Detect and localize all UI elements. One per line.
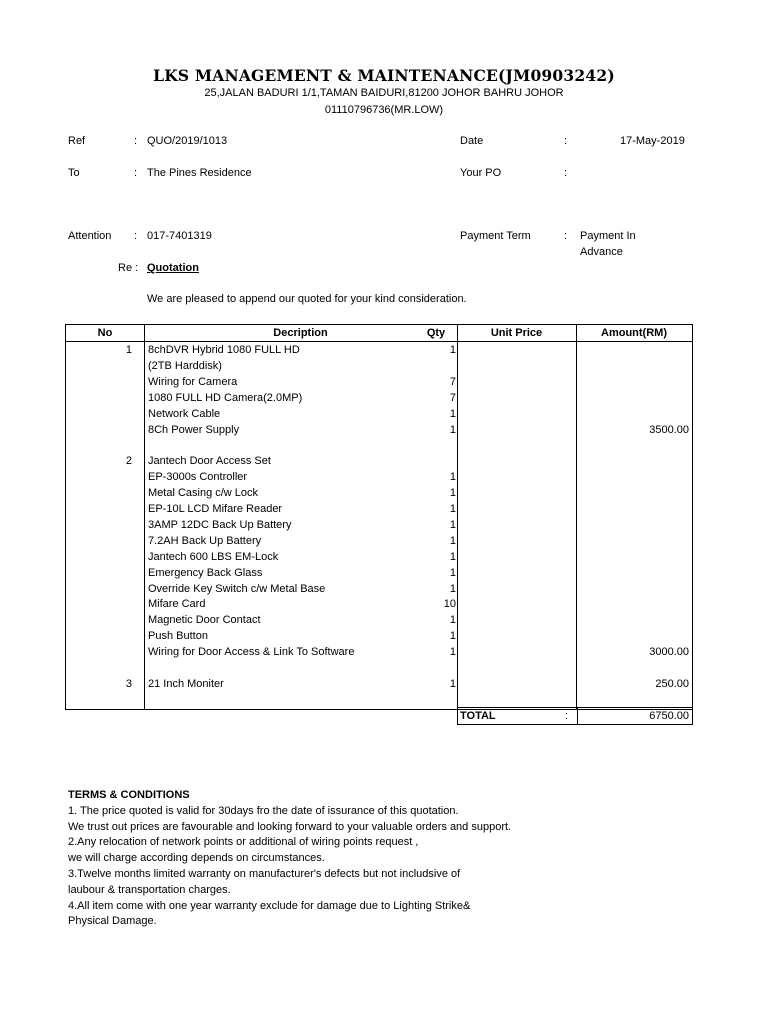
row-description: 1080 FULL HD Camera(2.0MP): [148, 391, 303, 404]
ref-value: QUO/2019/1013: [147, 135, 228, 147]
row-qty: 7: [449, 391, 456, 404]
terms-heading: TERMS & CONDITIONS: [68, 789, 190, 801]
row-description: Emergency Back Glass: [148, 566, 263, 579]
row-qty: 1: [449, 646, 456, 659]
po-colon: :: [564, 167, 568, 179]
row-qty: 1: [449, 614, 456, 627]
row-qty: 1: [449, 582, 456, 595]
column-divider: [144, 325, 145, 709]
quotation-table: [65, 324, 693, 710]
row-number: 3: [125, 677, 132, 690]
re-label: Re :: [118, 262, 139, 274]
row-description: Jantech 600 LBS EM-Lock: [148, 550, 279, 563]
row-number: 2: [125, 455, 132, 468]
payment-label: Payment Term: [460, 230, 531, 242]
row-qty: 10: [443, 598, 456, 611]
row-description: 21 Inch Moniter: [148, 677, 224, 690]
row-qty: 1: [449, 518, 456, 531]
po-label: Your PO: [460, 167, 502, 179]
terms-line: Physical Damage.: [68, 915, 157, 928]
terms-line: 3.Twelve months limited warranty on manufacturer's defects but not includsive of: [68, 867, 461, 880]
row-qty: 1: [449, 550, 456, 563]
row-amount: 3500.00: [649, 423, 689, 436]
row-qty: 1: [449, 566, 456, 579]
row-qty: 7: [449, 375, 456, 388]
terms-line: We trust out prices are favourable and looking forward to your valuable orders and support.: [68, 820, 512, 833]
row-amount: 250.00: [655, 677, 689, 690]
intro-text: We are pleased to append our quoted for your kind consideration.: [147, 293, 467, 305]
row-description: 7.2AH Back Up Battery: [148, 534, 262, 547]
payment-value-line1: Payment In: [580, 230, 636, 242]
terms-section: [68, 788, 511, 930]
row-description: 3AMP 12DC Back Up Battery: [148, 518, 292, 531]
attention-label: Attention: [68, 230, 112, 242]
row-description: Mifare Card: [148, 598, 206, 611]
to-value: The Pines Residence: [147, 167, 252, 179]
attention-colon: :: [134, 230, 138, 242]
terms-line: we will charge according depends on circumstances.: [68, 852, 325, 865]
row-amount: 3000.00: [649, 646, 689, 659]
row-description: Network Cable: [148, 407, 221, 420]
total-row: [457, 707, 693, 725]
header-no: No: [97, 327, 113, 339]
payment-value-line2: Advance: [580, 246, 623, 258]
company-name: LKS MANAGEMENT & MAINTENANCE(JM0903242): [153, 66, 615, 85]
row-description: Jantech Door Access Set: [148, 455, 271, 468]
company-phone: 01110796736(MR.LOW): [324, 104, 444, 116]
to-colon: :: [134, 167, 138, 179]
row-description: 8chDVR Hybrid 1080 FULL HD: [148, 344, 300, 356]
terms-line: 4.All item come with one year warranty exclude for damage due to Lighting Strike&: [68, 899, 471, 912]
column-divider: [577, 708, 578, 724]
header-divider: [66, 341, 692, 342]
date-colon: :: [564, 135, 568, 147]
date-value: 17-May-2019: [620, 135, 685, 147]
to-label: To: [68, 167, 80, 179]
total-value: 6750.00: [649, 710, 689, 722]
row-description: Magnetic Door Contact: [148, 614, 261, 627]
row-qty: 1: [449, 407, 456, 420]
row-qty: 1: [449, 487, 456, 500]
ref-label: Ref: [68, 135, 86, 147]
terms-line: laubour & transportation charges.: [68, 883, 231, 896]
row-description: Metal Casing c/w Lock: [148, 487, 259, 500]
row-qty: 1: [449, 677, 456, 690]
row-description: Wiring for Door Access & Link To Software: [148, 646, 355, 659]
row-qty: 1: [449, 630, 456, 643]
column-divider: [457, 325, 458, 709]
ref-colon: :: [134, 135, 138, 147]
row-description: Wiring for Camera: [148, 375, 238, 388]
row-description: EP-10L LCD Mifare Reader: [148, 503, 283, 515]
header-unit-price: Unit Price: [490, 327, 543, 339]
row-qty: 1: [449, 423, 456, 436]
total-label: TOTAL: [460, 710, 496, 722]
date-label: Date: [460, 135, 484, 147]
row-description: (2TB Harddisk): [148, 359, 222, 372]
re-value: Quotation: [147, 262, 199, 274]
header-description: Decription: [273, 327, 328, 339]
row-number: 1: [125, 344, 132, 356]
row-description: Push Button: [148, 630, 208, 643]
row-description: EP-3000s Controller: [148, 471, 248, 484]
company-address: 25,JALAN BADURI 1/1,TAMAN BAIDURI,81200 JOHOR BAHRU JOHOR: [204, 87, 564, 99]
row-qty: 1: [449, 471, 456, 484]
header-amount: Amount(RM): [601, 327, 667, 339]
attention-value: 017-7401319: [147, 230, 212, 242]
header-qty: Qty: [426, 327, 446, 339]
terms-list: [68, 804, 511, 930]
row-qty: 1: [449, 344, 456, 356]
terms-line: 2.Any relocation of network points or additional of wiring points request ,: [68, 836, 419, 849]
row-qty: 1: [449, 503, 456, 515]
row-qty: 1: [449, 534, 456, 547]
row-description: 8Ch Power Supply: [148, 423, 240, 436]
terms-line: 1. The price quoted is valid for 30days fro the date of issurance of this quotation.: [68, 804, 459, 817]
payment-colon: :: [564, 230, 568, 242]
total-colon: :: [565, 710, 569, 722]
row-description: Override Key Switch c/w Metal Base: [148, 582, 326, 595]
